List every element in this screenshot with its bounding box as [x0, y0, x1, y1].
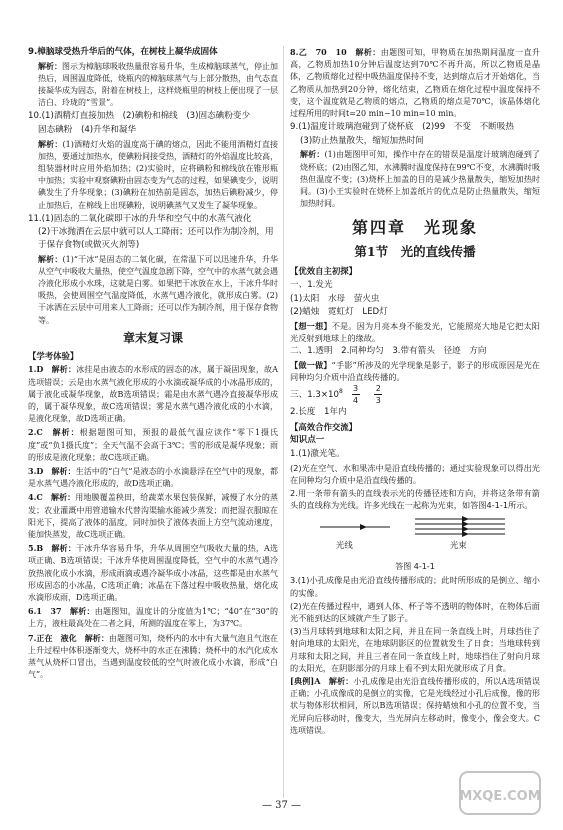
kp1-item1: 1.(1)激光笔。	[290, 448, 345, 459]
kp1-item5: (2)光在传播过程中，遇到人体、杯子等不透明的物体时，在物体后面光不能到达的区域就产生了影子。	[290, 600, 540, 623]
q10-answer-line2: 固态碘粉 (4)升华和凝华	[38, 125, 137, 135]
left-column	[28, 46, 278, 682]
svg-text:MXQE.COM: MXQE.COM	[459, 789, 541, 804]
figure-caption: 答图 4-1-1	[395, 562, 435, 572]
knowledge-point-1: 知识点一	[290, 435, 325, 446]
section-tag-coop: 【高效合作交流】	[290, 421, 357, 432]
review-item-9-line1: 9.(1)温度计玻璃泡碰到了烧杯底 (2)99 不变 不断吸热	[290, 122, 514, 133]
part3-line2: 2.长度 1年内	[290, 407, 347, 418]
q9-answer: 9.樟脑球受热升华后的气体，在树枝上凝华成固体	[28, 47, 218, 57]
light-ray-diagram	[290, 513, 540, 559]
caption-light-beam: 光束	[450, 540, 467, 551]
column-divider	[283, 46, 284, 798]
review-item-7: 7.正在 液化 解析：由题图可知，烧杯内的水中有大量气泡且气泡在上升过程中体积逐渐变大，烧杯中的水正在沸腾；烧杯中的水汽化成水蒸气从烧杯口冒出，当遇到温度较低的空气时液化成小水滴，形成“白气”。	[28, 632, 279, 680]
review-item-1: 1.D 解析：冰挂是由液态的水形成的固态的冰，属于凝固现象，故A选项错误；云是由水蒸气液化形成的小水滴或凝华成的小冰晶形成的，属于液化或凝华现象，故B选项错误；霜是由水蒸气遇冷直接凝华形成的，属于凝华现象，故C选项错误；雾是水蒸气遇冷液化成的小水滴，是液化现象，故D选项正确。	[28, 364, 279, 424]
part1-line3: (2)蜡烛 霓虹灯 LED灯	[290, 307, 388, 318]
part1-line2: (1)太阳 水母 萤火虫	[290, 293, 380, 304]
section-tag-test: 【学考体验】	[28, 350, 79, 361]
review-item-6: 6.1 37 解析：由题图知，温度计的分度值为1℃；“40”在“30”的上方，液柱最高处在二者之间，所测的温度在零上，为37℃。	[28, 606, 278, 629]
part2-line: 二、1.透明 2.同种均匀 3.带有箭头 径迹 方向	[290, 346, 487, 357]
section-tag-prep: 【优效自主初探】	[290, 266, 357, 277]
page-number: — 37 —	[261, 800, 302, 811]
review-item-3: 3.D 解析：生活中的“白气”是液态的小水滴悬浮在空气中的现象，都是水蒸气遇冷液化形成的，故D选项正确。	[28, 466, 279, 489]
q10-answer-line1: 10.(1)酒精灯直接加热 (2)碘粉和棉线 (3)固态碘粉变少	[28, 111, 251, 122]
review-item-9-line2: (3)防止热量散失，缩短加热时间	[300, 135, 424, 146]
q9-explanation: 解析：图示为樟脑球吸收热量很容易升华，生成樟脑球蒸气，停止加热后，周围温度降低，烧瓶内的樟脑球蒸气与上部分散热，由气态直接凝华成为固态，附着在树枝上，这样烧瓶里的树枝上便出现了一层洁白、玲珑的“雪景”。	[38, 60, 278, 108]
example-block: [典例]A 解析：小孔成像是由光沿直线传播形成的，所以A选项错误正确；小孔成像成的是倒立的实像，它是光线经过小孔后成像，像的形状与物体形状相同，所以B选项错误；保持蜡烛和小孔的位置不变，当光屏向后移动时，像变大，当光屏向左移动时，像变小，像会变大。C选项错误。	[290, 676, 541, 735]
review-item-9-explanation: 解析：(1)由题图甲可知，操作中存在的错误是温度计玻璃泡碰到了烧杯底；(2)由图乙知，水沸腾时温度保持在99℃不变，水沸腾时吸热但温度不变；(3)烧杯上加盖的目的是减少热量散失，缩短加热时间。(3)小王实验时在烧杯上加盖纸片的优点是防止热量散失，缩短加热时间。	[300, 149, 540, 209]
q10-explanation: 解析：(1)酒精灯火焰的温度高于碘的熔点，因此不能用酒精灯直接加热，要通过加热水，使碘粉间接受热，酒精灯的外焰温度比较高，组装器材时应用外焰加热；(2)实验时，应将碘粉和棉线放在锥形瓶中加热；实验中观察碘粉由固态变为气态的过程，如果碘变少，说明碘发生了升华现象；(3)碘粉在加热前是固态，加热后碘粉减少，停止加热后，在棉线上出现碘粉，说明碘蒸气又发生了凝华现象。	[38, 138, 278, 210]
part3-line1: 三、$1.3\times 10^8$ $\frac{3}{4}$ $\frac{2}{3}$	[290, 384, 381, 406]
caption-light-ray: 光线	[336, 540, 353, 551]
part1-line1: 一、1.发光	[290, 280, 333, 291]
review-title: 章末复习课	[122, 330, 183, 345]
q11-answer-line2: (2)干冰抛洒在云层中就可以人工降雨；还可以作为制冷剂，用于保存食物(或做灭火剂等)	[38, 227, 274, 250]
review-item-5: 5.B 解析：干冰升华容易升华，升华从周围空气吸收大量的热，A选项正确、B选项错误；干冰升华使周围温度降低，空气中的水蒸气遇冷放热液化成小水滴，形成雨滴或遇冷凝华成小冰晶，这些都是由水蒸气形成固态的小冰晶，C选项正确；冰晶在下落过程中吸收热量，熔化成水滴形成雨，D选项正确。	[28, 543, 279, 603]
lesson-title: 第1节 光的直线传播	[354, 244, 476, 260]
kp1-item2: (2)光在空气、水和果冻中是沿直线传播的；通过实验现象可以得出光在同种均匀介质中是沿直线传播的。	[290, 462, 540, 485]
chapter-title: 第四章 光现象	[351, 218, 478, 238]
q11-explanation: 解析：(1)“干冰”是固态的二氧化碳，在常温下可以迅速升华，升华从空气中吸收大量热，使空气温度急剧下降，空气中的水蒸气就会遇冷液化形成小水珠，这就是白雾。如果把干冰放在水上，干冰升华时吸热，会使周围空气温度降低，水蒸气遇冷液化，就形成白雾。(2)干冰洒在云层中可用来人工降雨；还可以作为制冷剂，用于保存食物等。	[38, 253, 278, 325]
kp1-item4: 3.(1)小孔成像是由光沿直线传播形成的；此时所形成的是倒立、缩小的实像。	[290, 575, 540, 598]
review-item-2: 2.C 解析：根据题图可知，预报的最低气温应读作“零下1摄氏度”或“负1摄氏度”；全天气温不会高于3℃；雪的形成是凝华现象；雨的形成是液化现象；故C选项正确。	[28, 427, 279, 462]
fraction-two-thirds: $\frac{2}{3}$	[375, 384, 381, 406]
light-ray-arrow	[360, 524, 367, 530]
fraction-three-quarters: $\frac{3}{4}$	[353, 384, 359, 406]
watermark-logo	[458, 770, 542, 816]
kp1-item3: 2.用一条带有箭头的直线表示光的传播径迹和方向，并将这条带有箭头的直线称为光线。许多光线在一起称为光束，如答图4-1-1所示。	[290, 487, 540, 511]
do-block: 【做一做】“手影”所涉及的光学现象是影子，影子的形成原因是光在同种均匀介质中沿直线传播的。	[290, 359, 540, 382]
review-item-4: 4.C 解析：用地膜覆盖秧田，给蔬菜水果包装保鲜，减慢了水分的蒸发；农业灌溉中用管道输水代替沟渠输水能减少蒸发；而把湿衣服晾在阳光下，提高了液体的温度，同时加快了液体表面上方空气流动速度，能加快蒸发，故C选项正确。	[28, 492, 279, 540]
q11-answer-line1: 11.(1)固态的二氧化碳即干冰的升华和空气中的水蒸气液化	[28, 213, 252, 224]
figure-light-ray-beam	[290, 513, 540, 559]
think-block: 【想一想】不是。因为月亮本身不能发光，它能照亮大地是它把太阳光反射到地球上的缘故。	[290, 320, 540, 343]
right-column	[290, 46, 540, 738]
kp1-item6: (3)当月球转到地球和太阳之间，并且在同一条直线上时，月球挡住了射向地球的太阳光，在地球阴影区的位置就发生了日食；当地球转到月球和太阳之间，并且三者在同一条直线上时，地球挡住了射向月球的太阳光，在阴影部分的月球上看不到太阳光就形成了月食。	[290, 626, 540, 673]
review-item-8: 8.乙 70 10 解析：由题图可知，甲物质在加热期间温度一直升高，乙物质加热10分钟后温度达到70℃不再升高，所以乙物质是晶体，乙物质熔化过程中吸热温度保持不变，达到熔点后才开始熔化，当乙物质从加热到20分钟，熔化结束，乙物质在熔化过程中温度保持不变，这个温度就是乙物质的熔点，乙物质的熔点是70℃，该晶体熔化过程所用的时间t=20 min−10 min=10 min。	[290, 47, 540, 119]
